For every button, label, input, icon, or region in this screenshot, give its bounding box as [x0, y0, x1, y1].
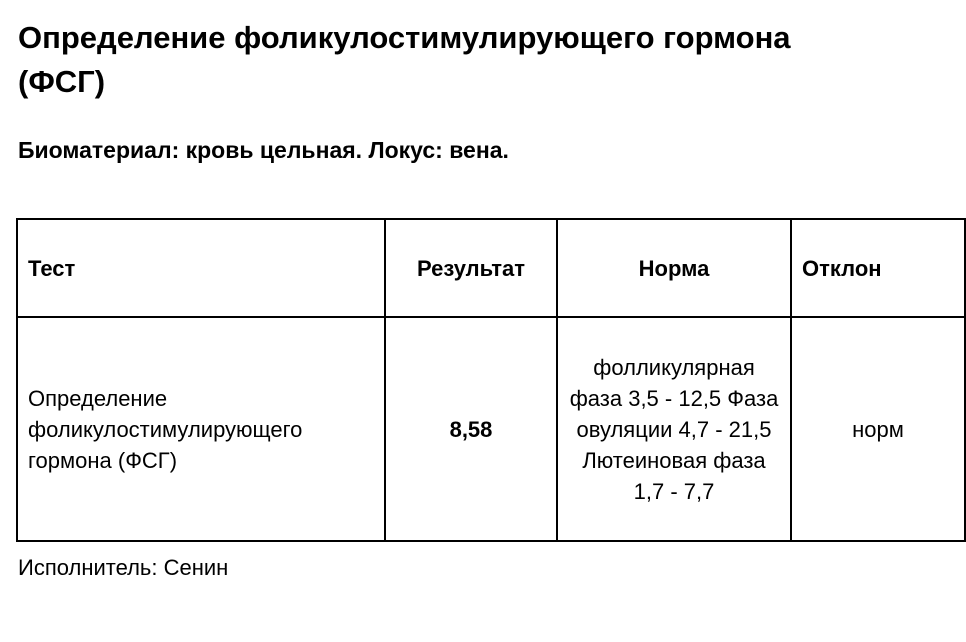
cell-test-name: Определение фоликулостимулирующего гормона (ФСГ) — [17, 317, 385, 541]
results-table — [16, 218, 966, 542]
table-row — [17, 317, 965, 541]
column-header-deviation: Отклон — [791, 219, 965, 317]
table-header-row — [17, 219, 965, 317]
biomaterial-line: Биоматериал: кровь цельная. Локус: вена. — [18, 137, 509, 163]
cell-deviation: норм — [791, 317, 965, 541]
results-table-container — [16, 218, 904, 544]
executor-line: Исполнитель: Сенин — [18, 555, 229, 580]
column-header-norm: Норма — [557, 219, 791, 317]
column-header-test: Тест — [17, 219, 385, 317]
cell-reference-range: фолликулярная фаза 3,5 - 12,5 Фаза овуляции 4,7 - 21,5 Лютеиновая фаза 1,7 - 7,7 — [557, 317, 791, 541]
column-header-result: Результат — [385, 219, 557, 317]
cell-result-value: 8,58 — [385, 317, 557, 541]
page-title: Определение фоликулостимулирующего гормона (ФСГ) — [18, 20, 791, 99]
